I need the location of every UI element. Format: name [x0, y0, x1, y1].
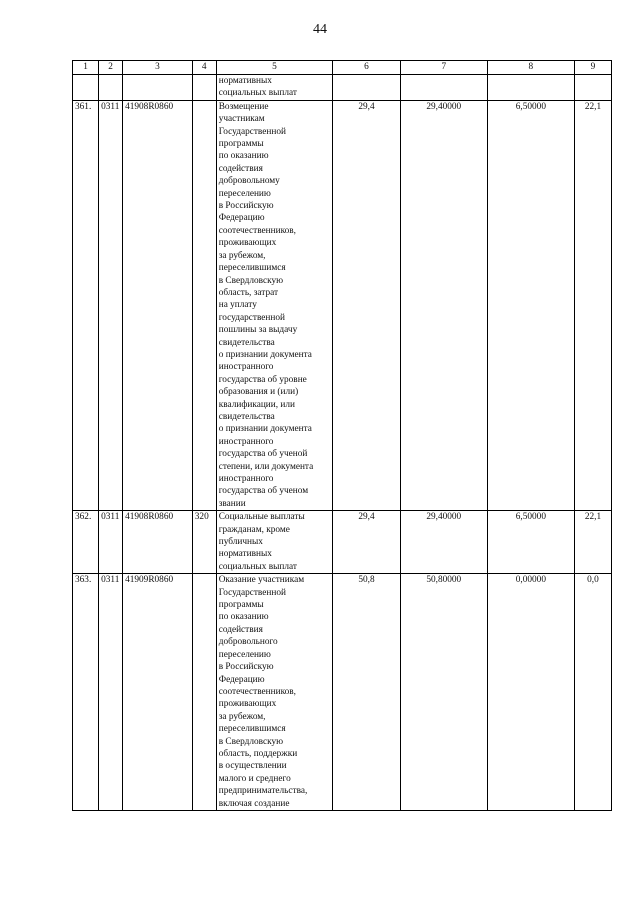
header-cell: 5: [216, 61, 333, 75]
expense-type: [192, 574, 216, 811]
section-code: [99, 75, 123, 101]
header-cell: 1: [73, 61, 99, 75]
header-cell: 7: [400, 61, 487, 75]
value-col6: 29,4: [333, 100, 401, 510]
value-col8: 6,50000: [487, 511, 574, 574]
table-header-row: [73, 61, 612, 75]
value-col9: 0,0: [574, 574, 611, 811]
value-col9: 22,1: [574, 511, 611, 574]
value-col8: [487, 75, 574, 101]
budget-table: [72, 60, 612, 811]
value-col7: 29,40000: [400, 100, 487, 510]
row-number: [73, 75, 99, 101]
row-number: 363.: [73, 574, 99, 811]
header-cell: 2: [99, 61, 123, 75]
item-name: Социальные выплаты гражданам, кроме публичных нормативных социальных выплат: [216, 511, 333, 574]
row-number: 361.: [73, 100, 99, 510]
value-col6: [333, 75, 401, 101]
expense-type: [192, 100, 216, 510]
value-col9: [574, 75, 611, 101]
value-col6: 29,4: [333, 511, 401, 574]
target-code: 41908R0860: [123, 100, 193, 510]
expense-type: 320: [192, 511, 216, 574]
header-cell: 9: [574, 61, 611, 75]
row-number: 362.: [73, 511, 99, 574]
value-col8: 0,00000: [487, 574, 574, 811]
target-code: [123, 75, 193, 101]
table-row: [73, 75, 612, 101]
section-code: 0311: [99, 511, 123, 574]
value-col8: 6,50000: [487, 100, 574, 510]
target-code: 41909R0860: [123, 574, 193, 811]
header-cell: 8: [487, 61, 574, 75]
section-code: 0311: [99, 100, 123, 510]
value-col7: 50,80000: [400, 574, 487, 811]
target-code: 41908R0860: [123, 511, 193, 574]
expense-type: [192, 75, 216, 101]
header-cell: 3: [123, 61, 193, 75]
value-col7: [400, 75, 487, 101]
item-name: Оказание участникам Государственной программы по оказанию содействия добровольного переселению в Российскую Федерацию соотечественников, проживающих за рубежом, переселившимся в Свердловскую область, поддержки в осуществлении малого и среднего предпринимательства, включая создание: [216, 574, 333, 811]
value-col7: 29,40000: [400, 511, 487, 574]
value-col9: 22,1: [574, 100, 611, 510]
value-col6: 50,8: [333, 574, 401, 811]
table-row: [73, 511, 612, 574]
header-cell: 6: [333, 61, 401, 75]
item-name: Возмещение участникам Государственной программы по оказанию содействия добровольному переселению в Российскую Федерацию соотечественников, проживающих за рубежом, переселившимся в Свердловскую область, затрат на уплату государственной пошлины за выдачу свидетельства о признании документа иностранного государства об уровне образования и (или) квалификации, или свидетельства о признании документа иностранного государства об ученой степени, или документа иностранного государства об ученом звании: [216, 100, 333, 510]
item-name: нормативных социальных выплат: [216, 75, 333, 101]
header-cell: 4: [192, 61, 216, 75]
table-row: [73, 100, 612, 510]
page-number: 44: [313, 22, 327, 37]
section-code: 0311: [99, 574, 123, 811]
table-row: [73, 574, 612, 811]
